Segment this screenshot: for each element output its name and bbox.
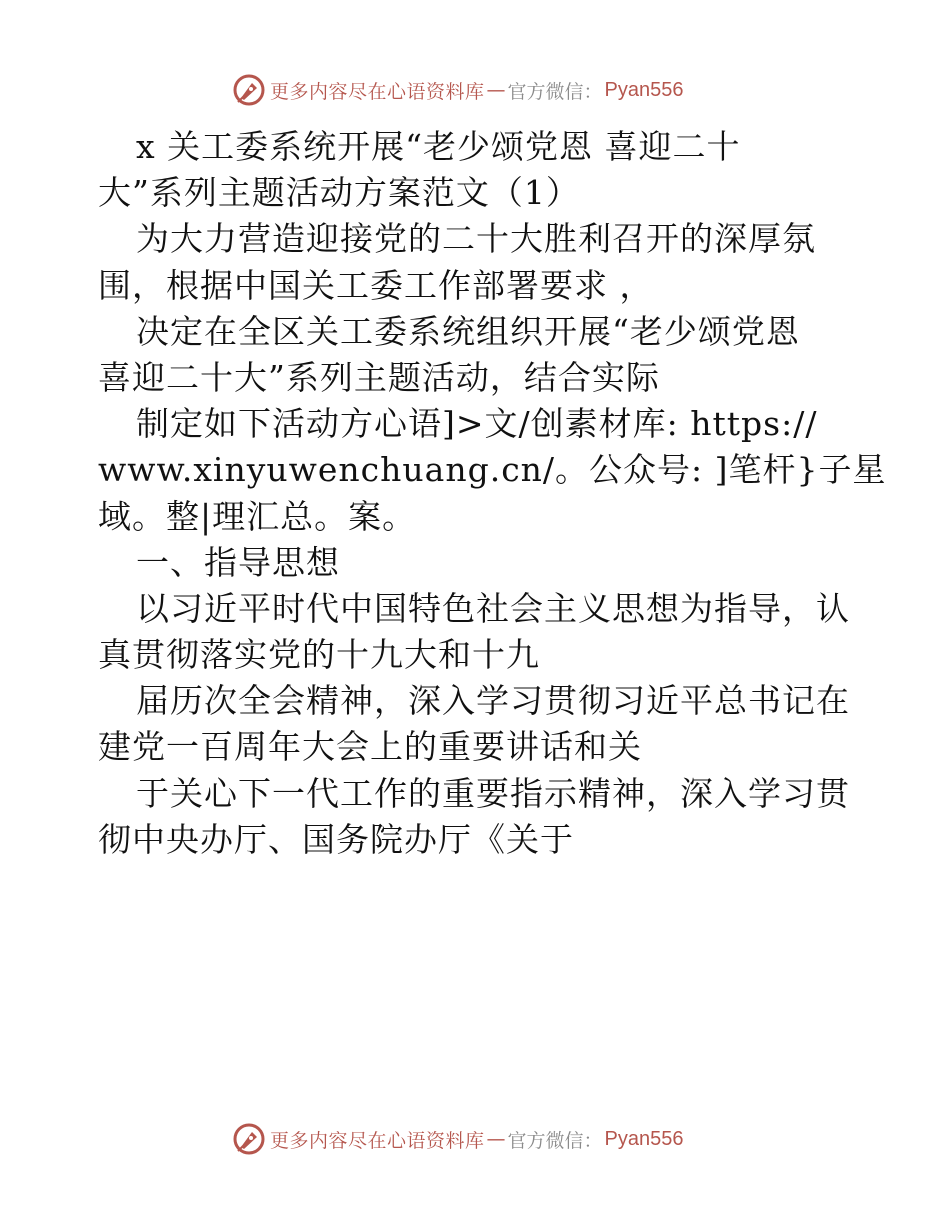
- pen-nib-logo-icon: [232, 73, 266, 107]
- watermark-text: 更多内容尽在心语资料库: [270, 80, 485, 103]
- paragraph-line: 喜迎二十大”系列主题活动，结合实际: [98, 357, 660, 397]
- watermark-wechat-id: Pyan556: [604, 1127, 684, 1150]
- paragraph-line: 届历次全会精神，深入学习贯彻习近平总书记在: [136, 681, 850, 721]
- paragraph-line: www.xinyuwenchuang.cn/。公众号: ]笔杆}子星: [98, 450, 887, 490]
- paragraph-line: 于关心下一代工作的重要指示精神，深入学习贯: [136, 773, 850, 813]
- document-body: [98, 124, 887, 863]
- paragraph-line: 制定如下活动方心语]>文/创素材库: https://: [136, 404, 818, 444]
- watermark-wechat-id: Pyan556: [604, 78, 684, 101]
- watermark-text: 更多内容尽在心语资料库: [270, 1129, 485, 1152]
- paragraph-line: 为大力营造迎接党的二十大胜利召开的深厚氛: [136, 219, 816, 259]
- watermark-label: 官方微信：: [507, 80, 603, 103]
- paragraph-line: 彻中央办厅、国务院办厅《关于: [98, 819, 574, 859]
- watermark-separator: —: [486, 1128, 506, 1150]
- watermark-label: 官方微信：: [507, 1129, 603, 1152]
- pen-nib-logo-icon: [232, 1122, 266, 1156]
- paragraph-line: 真贯彻落实党的十九大和十九: [98, 635, 540, 675]
- paragraph-line: 以习近平时代中国特色社会主义思想为指导，认: [136, 588, 850, 628]
- watermark-separator: —: [486, 79, 506, 101]
- paragraph-line: 域。整|理汇总。案。: [98, 496, 417, 536]
- paragraph-line: 围，根据中国关工委工作部署要求 ，: [98, 265, 654, 305]
- title-line-1: x 关工委系统开展“老少颂党恩 喜迎二十: [136, 127, 741, 166]
- section-heading: 一、指导思想: [136, 542, 340, 582]
- paragraph-line: 建党一百周年大会上的重要讲话和关: [98, 727, 642, 767]
- title-line-2: 大”系列主题活动方案范文（1）: [98, 173, 580, 213]
- paragraph-line: 决定在全区关工委系统组织开展“老少颂党恩: [136, 311, 800, 351]
- footer-watermark: [232, 1122, 752, 1156]
- header-watermark: [232, 73, 752, 107]
